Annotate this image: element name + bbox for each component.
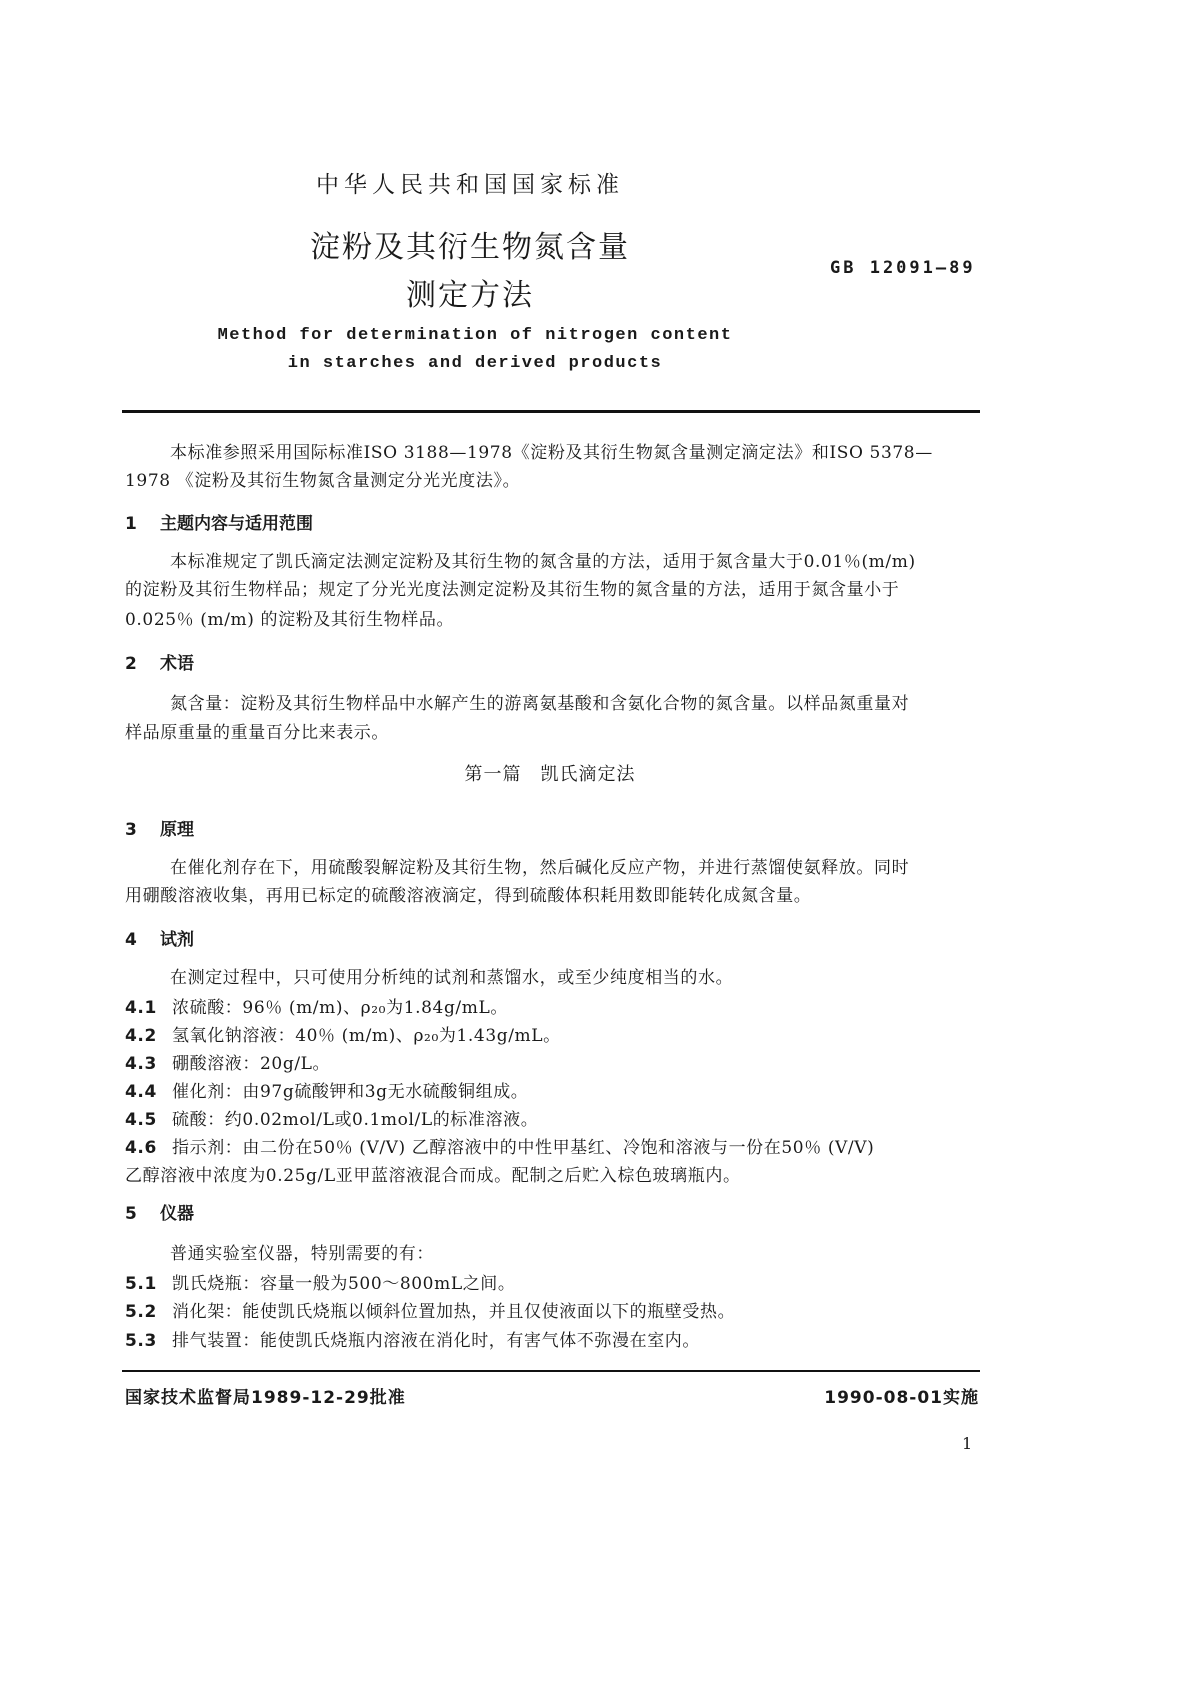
header-rule <box>122 410 980 413</box>
english-title-line1: Method for determination of nitrogen content <box>217 326 733 345</box>
apparatus-item: 5.1 凯氏烧瓶：容量一般为500～800mL之间。 <box>125 1274 516 1294</box>
s4-intro: 在测定过程中，只可使用分析纯的试剂和蒸馏水，或至少纯度相当的水。 <box>170 968 734 988</box>
intro-line: 本标准参照采用国际标准ISO 3188—1978《淀粉及其衍生物氮含量测定滴定法》和ISO 5378— <box>170 443 933 463</box>
intro-line: 1978 《淀粉及其衍生物氮含量测定分光光度法》。 <box>125 471 521 491</box>
section-heading-3: 3 原理 <box>125 820 194 840</box>
s3-line: 用硼酸溶液收集，再用已标定的硫酸溶液滴定，得到硫酸体积耗用数即能转化成氮含量。 <box>125 886 812 906</box>
s1-line: 本标准规定了凯氏滴定法测定淀粉及其衍生物的氮含量的方法，适用于氮含量大于0.01％(m/m) <box>170 552 916 572</box>
s5-intro: 普通实验室仪器，特别需要的有： <box>170 1244 434 1264</box>
english-title-line2: in starches and derived products <box>287 354 663 373</box>
effective-date: 1990-08-01实施 <box>824 1388 979 1408</box>
footer-rule <box>122 1370 980 1372</box>
reagent-item-continued: 乙醇溶液中浓度为0.25g/L亚甲蓝溶液混合而成。配制之后贮入棕色玻璃瓶内。 <box>125 1166 741 1186</box>
national-standard-label: 中华人民共和国国家标准 <box>316 172 624 198</box>
reagent-item: 4.1 浓硫酸：96％ (m/m)、ρ₂₀为1.84g/mL。 <box>125 998 508 1018</box>
reagent-item: 4.6 指示剂：由二份在50％ (V/V) 乙醇溶液中的中性甲基红、冷饱和溶液与一份在50％ (V/V) <box>125 1138 875 1158</box>
doc-title-line2: 测定方法 <box>406 278 534 313</box>
section-heading-1: 1 主题内容与适用范围 <box>125 514 313 534</box>
section-heading-2: 2 术语 <box>125 654 194 674</box>
doc-title-line1: 淀粉及其衍生物氮含量 <box>310 230 630 265</box>
reagent-item: 4.4 催化剂：由97g硫酸钾和3g无水硫酸铜组成。 <box>125 1082 529 1102</box>
apparatus-item: 5.2 消化架：能使凯氏烧瓶以倾斜位置加热，并且仅使液面以下的瓶壁受热。 <box>125 1302 736 1322</box>
section-heading-5: 5 仪器 <box>125 1204 194 1224</box>
apparatus-item: 5.3 排气装置：能使凯氏烧瓶内溶液在消化时，有害气体不弥漫在室内。 <box>125 1331 700 1351</box>
part-heading: 第一篇 凯氏滴定法 <box>464 764 636 785</box>
s2-line: 氮含量：淀粉及其衍生物样品中水解产生的游离氨基酸和含氨化合物的氮含量。以样品氮重量对 <box>170 694 910 714</box>
reagent-item: 4.2 氢氧化钠溶液：40％ (m/m)、ρ₂₀为1.43g/mL。 <box>125 1026 561 1046</box>
s1-line: 的淀粉及其衍生物样品；规定了分光光度法测定淀粉及其衍生物的氮含量的方法，适用于氮含量小于 <box>125 580 900 600</box>
approval-date: 国家技术监督局1989-12-29批准 <box>125 1388 406 1408</box>
standard-code: GB 12091—89 <box>830 258 976 278</box>
s1-line: 0.025％ (m/m) 的淀粉及其衍生物样品。 <box>125 610 455 630</box>
reagent-item: 4.3 硼酸溶液：20g/L。 <box>125 1054 331 1074</box>
s3-line: 在催化剂存在下，用硫酸裂解淀粉及其衍生物，然后碱化反应产物，并进行蒸馏使氨释放。同时 <box>170 858 910 878</box>
reagent-item: 4.5 硫酸：约0.02mol/L或0.1mol/L的标准溶液。 <box>125 1110 539 1130</box>
section-heading-4: 4 试剂 <box>125 930 194 950</box>
s2-line: 样品原重量的重量百分比来表示。 <box>125 723 389 743</box>
page-number: 1 <box>962 1434 973 1453</box>
